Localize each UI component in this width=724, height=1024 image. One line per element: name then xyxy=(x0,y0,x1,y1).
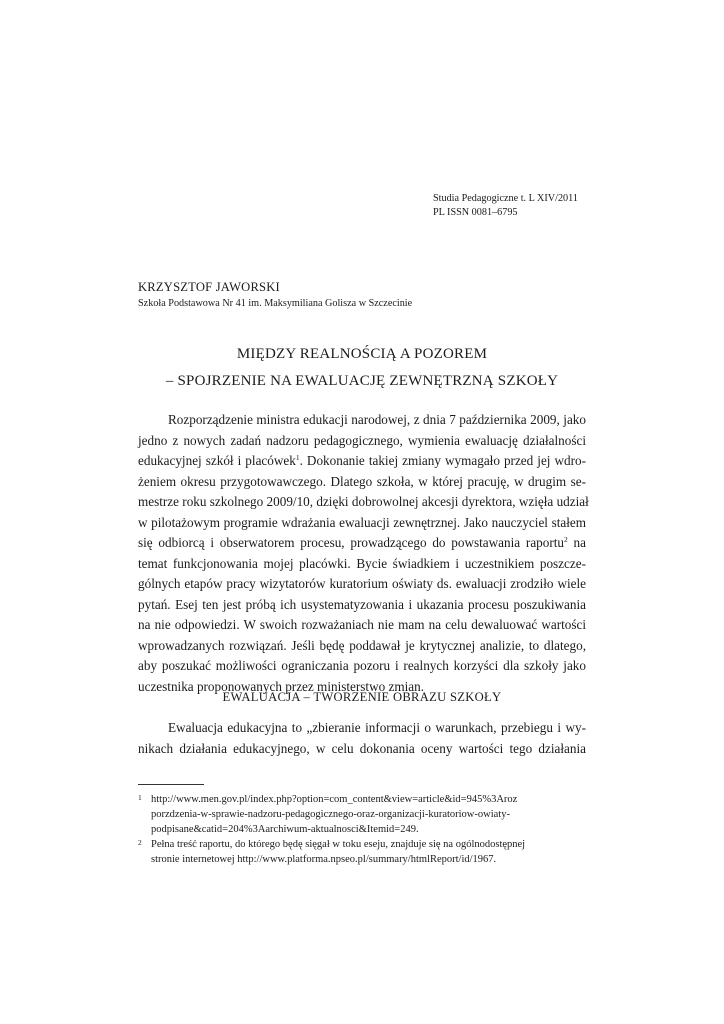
text-line: żeniem okresu przygotowawczego. Dlatego szkoła, w której pracuję, w drugim se- xyxy=(138,473,586,489)
footnote-text[interactable]: stronie internetowej http://www.platforma.npseo.pl/summary/htmlReport/id/1967. xyxy=(151,854,497,865)
footnote-separator xyxy=(138,784,204,785)
text-line: Ewaluacja edukacyjna to „zbieranie informacji o warunkach, przebiegu i wy- xyxy=(168,720,586,735)
text-line: aby poszukać możliwości ograniczania pozoru i realnych korzyści dla szkoły jako xyxy=(138,658,586,673)
text-segment: się odbiorcą i obserwatorem procesu, prowadzącego do powstawania raportu xyxy=(138,535,565,550)
footnote-text: Pełna treść raportu, do którego będę sięgał w toku eseju, znajduje się na ogólnodostępnej xyxy=(151,839,526,850)
text-segment: . Dokonanie takiej zmiany wymagało przed jej wdro- xyxy=(299,453,586,468)
text-line: w pilotażowym programie wdrażania ewaluacji zewnętrznej. Jako nauczyciel stałem xyxy=(138,514,586,530)
footnotes xyxy=(138,792,586,867)
text-line: gólnych etapów pracy wizytatorów kuratorium oświaty ds. ewaluacji zrodziło wiele xyxy=(138,576,586,591)
text-line: uczestnika proponowanych przez ministerstwo zmian. xyxy=(138,678,425,694)
journal-issn: PL ISSN 0081–6795 xyxy=(433,207,518,218)
footnote-1 xyxy=(138,792,586,837)
text-line: temat funkcjonowania mojej placówki. Bycie świadkiem i uczestnikiem poszcze- xyxy=(138,555,586,571)
text-line: pytań. Esej ten jest próbą ich usystematyzowania i ukazania procesu poszukiwania xyxy=(138,596,586,612)
text-line: wprowadzanych rozwiązań. Jeśli będę poddawał je krytycznej analizie, to dlatego, xyxy=(138,637,586,653)
footnote-number: 1 xyxy=(138,793,142,802)
paragraph-1 xyxy=(138,410,589,697)
journal-info xyxy=(433,192,578,220)
text-line: na nie odpowiedzi. W swoich rozważaniach nie mam na celu dewaluować wartości xyxy=(138,617,586,632)
footnote-2 xyxy=(138,837,586,867)
paragraph-2 xyxy=(138,718,586,759)
author-affiliation: Szkoła Podstawowa Nr 41 im. Maksymiliana Golisza w Szczecinie xyxy=(138,298,413,309)
article-title-line-2: – SPOJRZENIE NA EWALUACJĘ ZEWNĘTRZNĄ SZKOŁY xyxy=(165,373,559,389)
footnote-ref-1[interactable]: 1 xyxy=(295,453,300,462)
footnote-link[interactable]: podpisane&catid=204%3Aarchiwum-aktualnosci&Itemid=249. xyxy=(151,824,419,835)
footnote-number: 2 xyxy=(138,838,142,847)
journal-title: Studia Pedagogiczne t. L XIV/2011 xyxy=(433,193,578,204)
footnote-link[interactable]: http://www.men.gov.pl/index.php?option=com_content&view=article&id=945%3Aroz xyxy=(151,794,518,805)
text-segment: edukacyjnej szkół i placówek xyxy=(138,453,296,468)
section-heading: EWALUACJA – TWORZENIE OBRAZU SZKOŁY xyxy=(222,690,502,704)
footnote-ref-2[interactable]: 2 xyxy=(564,535,568,544)
text-segment: na xyxy=(567,535,586,550)
author-name: KRZYSZTOF JAWORSKI xyxy=(138,280,280,294)
text-line xyxy=(138,533,586,554)
footnote-link[interactable]: porzdzenia-w-sprawie-nadzoru-pedagogicznego-oraz-organizacji-kuratoriow-owiaty- xyxy=(151,809,510,820)
text-line: jedno z nowych zadań nadzoru pedagogicznego, wymienia ewaluację działalności xyxy=(138,432,586,448)
text-line: Rozporządzenie ministra edukacji narodowej, z dnia 7 października 2009, jako xyxy=(168,412,586,427)
article-title-line-1: MIĘDZY REALNOŚCIĄ A POZOREM xyxy=(236,346,488,362)
text-line: nikach działania edukacyjnego, w celu dokonania oceny wartości tego działania xyxy=(138,740,586,756)
text-line xyxy=(138,451,586,472)
text-line: mestrze roku szkolnego 2009/10, dzięki dobrowolnej akcesji dyrektora, wzięła udział xyxy=(138,494,589,509)
